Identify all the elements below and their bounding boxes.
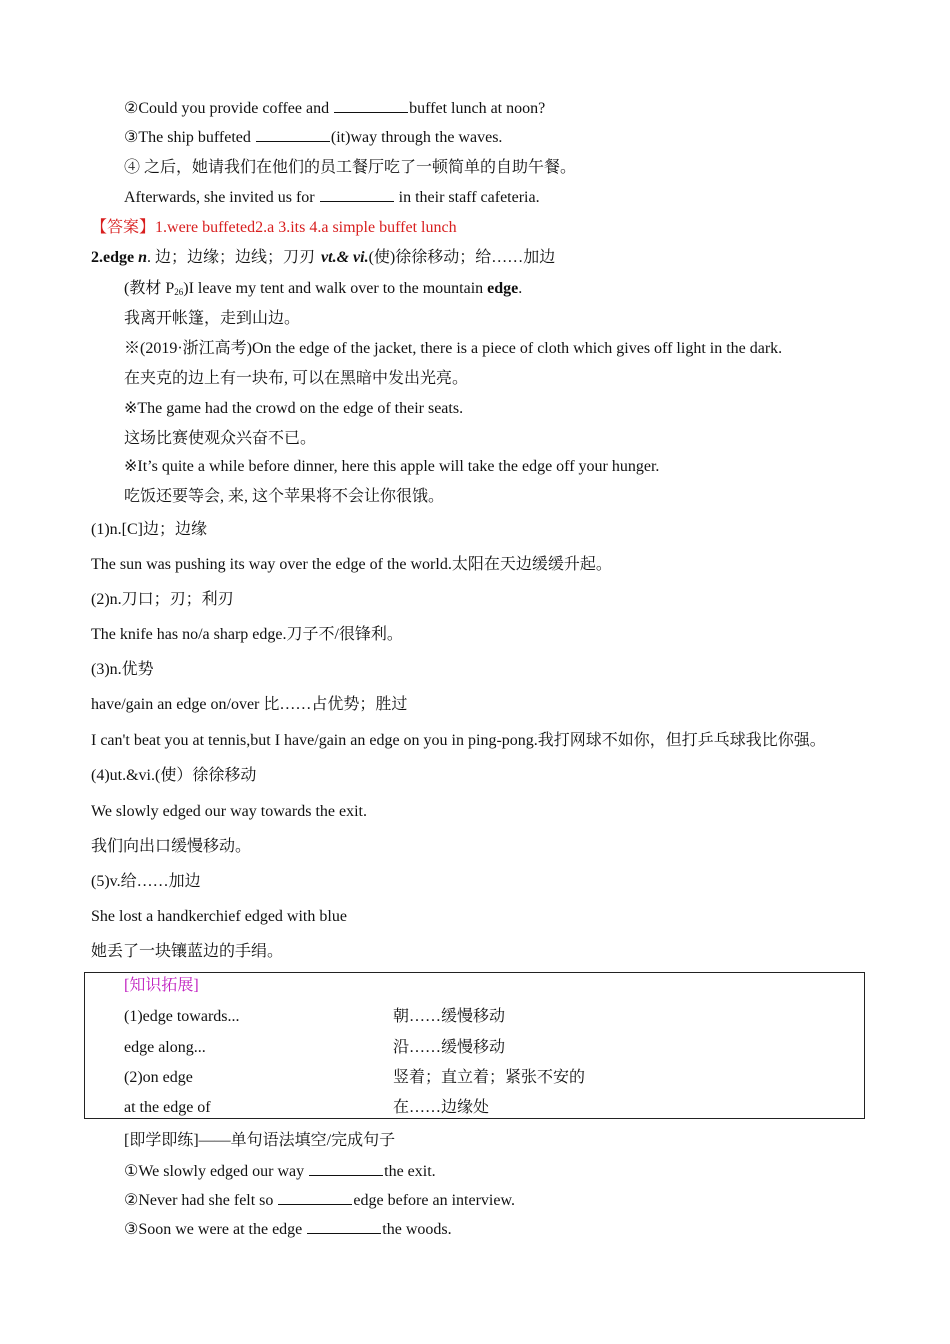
knowledge-title: [知识拓展] (124, 977, 199, 994)
knowledge-row-cn: 沿……缓慢移动 (393, 1039, 506, 1056)
sense-5: (5)v.给……加边 (91, 873, 201, 890)
knowledge-row-cn: 在……边缘处 (393, 1099, 490, 1116)
answer-blank[interactable] (256, 127, 330, 142)
example-1: ※(2019·浙江高考)On the edge of the jacket, there is a piece of cloth which gives off light in the dark. (124, 340, 783, 357)
text: (教材 P (124, 280, 175, 297)
q-text: in their staff cafeteria. (394, 189, 540, 206)
q-text: ①We slowly edged our way (124, 1163, 309, 1180)
example-2-cn: 这场比赛使观众兴奋不已。 (124, 430, 317, 447)
answer-blank[interactable] (320, 187, 394, 202)
answer-blank[interactable] (309, 1161, 383, 1176)
knowledge-row-cn: 朝……缓慢移动 (393, 1008, 506, 1025)
sense-3-phrase: have/gain an edge on/over 比……占优势；胜过 (91, 696, 408, 713)
entry-word: 2.edge (91, 249, 135, 266)
entry-pos: vt.& vi. (321, 249, 369, 266)
bold-word: edge (487, 280, 519, 297)
exercise1-q4-cn: ④ 之后，她请我们在他们的员工餐厅吃了一顿简单的自助午餐。 (124, 159, 577, 176)
knowledge-row-en: (1)edge towards... (124, 1008, 240, 1025)
q-text: ②Never had she felt so (124, 1192, 278, 1209)
answer-blank[interactable] (307, 1219, 381, 1234)
q-text: edge before an interview. (353, 1192, 515, 1209)
q-text: ②Could you provide coffee and (124, 100, 334, 117)
knowledge-row-cn: 竖着；直立着；紧张不安的 (393, 1069, 586, 1086)
example-3: ※It’s quite a while before dinner, here this apple will take the edge off your hunger. (124, 458, 660, 475)
text: . (518, 280, 523, 297)
example-3-cn: 吃饭还要等会, 来, 这个苹果将不会让你很饿。 (124, 488, 445, 505)
example-1-cn: 在夹克的边上有一块布, 可以在黑暗中发出光亮。 (124, 370, 469, 387)
knowledge-row-en: at the edge of (124, 1099, 211, 1116)
sense-4: (4)ut.&vi.(使）徐徐移动 (91, 767, 257, 784)
q-text: ③The ship buffeted (124, 129, 255, 146)
q-text: Afterwards, she invited us for (124, 189, 319, 206)
sense-1-example: The sun was pushing its way over the edge of the world.太阳在天边缓缓升起。 (91, 556, 612, 573)
q-text: ③Soon we were at the edge (124, 1221, 307, 1238)
answer-text: 1.were buffeted2.a 3.its 4.a simple buffet lunch (155, 219, 457, 236)
answer-blank[interactable] (334, 98, 408, 113)
q-text: buffet lunch at noon? (409, 100, 546, 117)
q-text: the woods. (382, 1221, 452, 1238)
practice-title: [即学即练]——单句语法填空/完成句子 (124, 1132, 396, 1149)
exercise1-q4-en (124, 187, 540, 209)
practice-q1 (124, 1161, 436, 1183)
textbook-example (124, 278, 522, 303)
text: )I leave my tent and walk over to the mountain (183, 280, 488, 297)
practice-q2 (124, 1190, 515, 1212)
exercise1-q2 (124, 98, 545, 120)
sense-3: (3)n.优势 (91, 661, 154, 678)
entry-def: . 边；边缘；边线；刀刃 (147, 249, 316, 266)
page-sub: 26 (174, 287, 184, 297)
sense-4-example: We slowly edged our way towards the exit. (91, 803, 367, 820)
sense-1: (1)n.[C]边；边缘 (91, 521, 207, 538)
entry-pos: n (138, 249, 148, 266)
sense-3-example: I can't beat you at tennis,but I have/gain an edge on you in ping-pong.我打网球不如你，但打乒乓球我比你强。 (91, 732, 826, 749)
textbook-example-cn: 我离开帐篷，走到山边。 (124, 310, 301, 327)
example-2: ※The game had the crowd on the edge of their seats. (124, 400, 464, 417)
practice-q3 (124, 1219, 452, 1241)
knowledge-row-en: edge along... (124, 1039, 206, 1056)
sense-2: (2)n.刀口；刃；利刃 (91, 591, 234, 608)
answer-line (91, 217, 457, 239)
sense-4-cn: 我们向出口缓慢移动。 (91, 838, 252, 855)
answer-blank[interactable] (278, 1190, 352, 1205)
entry-def: (使)徐徐移动；给……加边 (368, 249, 556, 266)
entry-heading (91, 247, 555, 269)
answer-label: 【答案】 (91, 219, 156, 236)
knowledge-row-en: (2)on edge (124, 1069, 193, 1086)
sense-2-example: The knife has no/a sharp edge.刀子不/很锋利。 (91, 626, 403, 643)
exercise1-q3 (124, 127, 502, 149)
sense-5-cn: 她丢了一块镶蓝边的手绢。 (91, 943, 284, 960)
sense-5-example: She lost a handkerchief edged with blue (91, 908, 347, 925)
q-text: the exit. (384, 1163, 436, 1180)
q-text: (it)way through the waves. (330, 129, 503, 146)
